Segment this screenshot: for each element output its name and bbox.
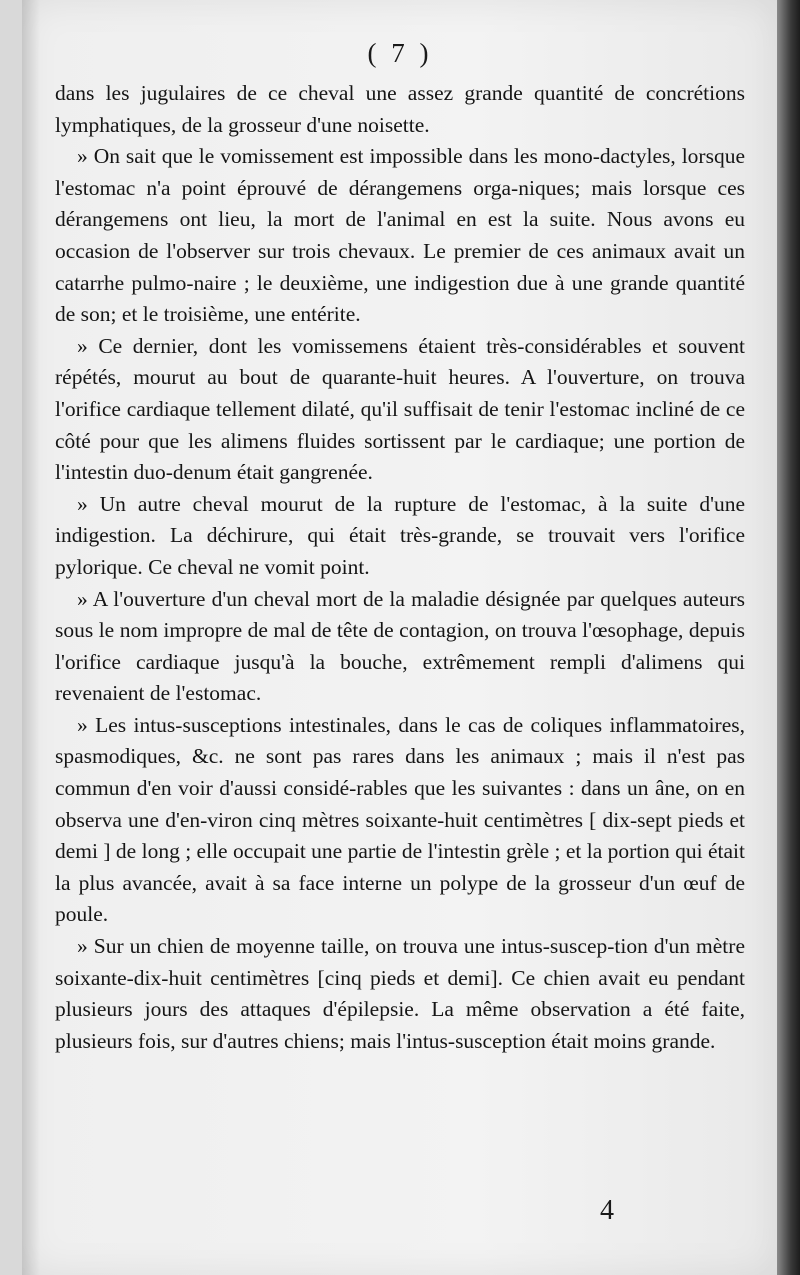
paragraph: » Ce dernier, dont les vomissemens étaient très-considérables et souvent répétés, mourut au bout de quarante-huit heures. A l'ouverture, on trouva l'orifice cardiaque tellement dilaté, qu'il suffisait de tenir l'estomac incliné de ce côté pour que les alimens fluides sortissent par le cardiaque; une portion de l'intestin duo-denum était gangrenée. (55, 333, 745, 485)
book-edge-shadow (777, 0, 800, 1275)
signature-mark: 4 (600, 1195, 614, 1226)
paragraph: » Les intus-susceptions intestinales, dans le cas de coliques inflammatoires, spasmodiques, &c. ne sont pas rares dans les animaux ; mais il n'est pas commun d'en voir d'aussi considé-rables que les suivantes : dans un âne, on en observa une d'en-viron cinq mètres soixante-huit centimètres [ dix-sept pieds et demi ] de long ; elle occupait une partie de l'intestin grèle ; et la portion qui était la plus avancée, avait à sa face interne un polype de la grosseur d'un œuf de poule. (55, 712, 745, 927)
paragraph: » Sur un chien de moyenne taille, on trouva une intus-suscep-tion d'un mètre soixante-dix-huit centimètres [cinq pieds et demi]. Ce chien avait eu pendant plusieurs jours des attaques d'épilepsie. La même observation a été faite, plusieurs fois, sur d'autres chiens; mais l'intus-susception était moins grande. (55, 934, 745, 1053)
body-text (55, 78, 745, 1057)
paragraph: » A l'ouverture d'un cheval mort de la maladie désignée par quelques auteurs sous le nom impropre de mal de tête de contagion, on trouva l'œsophage, depuis l'orifice cardiaque jusqu'à la bouche, extrêmement rempli d'alimens qui revenaient de l'estomac. (55, 586, 745, 706)
page-number: ( 7 ) (367, 38, 433, 68)
paragraph: » On sait que le vomissement est impossible dans les mono-dactyles, lorsque l'estomac n'a point éprouvé de dérangemens orga-niques; mais lorsque ces dérangemens ont lieu, la mort de l'animal en est la suite. Nous avons eu occasion de l'observer sur trois chevaux. Le premier de ces animaux avait un catarrhe pulmo-naire ; le deuxième, une indigestion due à une grande quantité de son; et le troisième, une entérite. (55, 144, 745, 327)
paragraph: » Un autre cheval mourut de la rupture de l'estomac, à la suite d'une indigestion. La déchirure, qui était très-grande, se trouvait vers l'orifice pylorique. Ce cheval ne vomit point. (55, 491, 745, 579)
paragraph: dans les jugulaires de ce cheval une assez grande quantité de concrétions lymphatiques, de la grosseur d'une noisette. (55, 81, 745, 137)
